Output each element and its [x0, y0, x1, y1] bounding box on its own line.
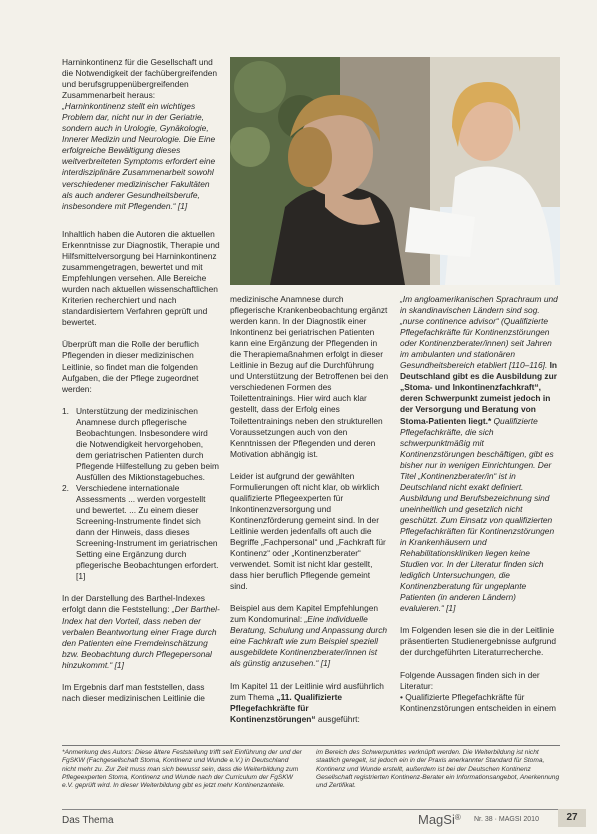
paragraph: Harninkontinenz für die Gesellschaft und die Notwendigkeit der fachübergreifenden und berufsgruppenübergreifenden Zusammenarbeit heraus: „Harninkontinenz stellt ein wichtiges Problem dar, nicht nur in der Geriatrie, sondern auch in Urologie, Gynäkologie, Innerer Medizin und Neurologie. Die Eine erfolgreiche Bewältigung dieses weitverbreiteten Symptoms erfordert eine interdisziplinäre Zusammenarbeit sowohl verschiedener medizinischer Fakultäten als auch anderer Gesundheitsberufe, insbesondere mit Pflegenden.“ [1]	[62, 57, 218, 211]
task-list	[62, 406, 220, 583]
footnote-divider	[62, 745, 560, 746]
column-middle	[230, 294, 390, 736]
page-footer	[0, 806, 597, 834]
footnote-left: *Anmerkung des Autors: Diese ältere Feststellung trifft seit Einführung der und der FgSKW (Fachgesellschaft Stoma, Kontinenz und Wunde e.V.) in Deutschland nicht mehr zu. Zur Zeit muss man sich bewusst sein, dass die Weiterbildung zum Pflegeexperten Stoma, Kontinenz und Wunde nach der Curriculum der FgSKW e.V. geprüft wird. In dieser Weiterbildung gibt es jetzt mehr Kontinenzanteile.	[62, 749, 302, 790]
section-label: Das Thema	[62, 815, 114, 826]
list-item: 1. Unterstützung der medizinischen Anamnese durch pflegerische Beobachtungen. Insbesondere wird die Notwendigkeit hervorgehoben, dem geriatrischen Patienten durch Pflegende Hilfestellung zu geben beim Ausfüllen des Miktionstagebuches.	[62, 405, 219, 482]
highlight: In Deutschland gibt es die Ausbildung zur „Stoma- und Inkontinenzfachkraft“, deren Schwerpunkt zumeist jedoch in der Versorgung und Beratung von Stoma-Patienten liegt.*	[400, 360, 558, 426]
paragraph: In der Darstellung des Barthel-Indexes erfolgt dann die Feststellung: „Der Barthel-Index hat den Vorteil, dass neben der verbalen Beantwortung einer Frage durch den Patienten eine Fremdeinschätzung bzw. Beobachtung durch Pflegepersonal hinzukommt.“ [1]	[62, 593, 220, 670]
paragraph: Folgende Aussagen finden sich in der Literatur:	[400, 669, 540, 691]
paragraph	[400, 294, 560, 614]
list-item: 2. Verschiedene internationale Assessments ... werden vorgestellt und bewertet. ... Zu einem dieser Screening-Instrumente findet sich dann der Hinweis, dass dieses Screening-Instrument im geriatrischen Setting eine Ergänzung durch pflegerische Beobachtungen erfordert. [1]	[62, 482, 219, 582]
chapter-title: „11. Qualifizierte Pflegefachkräfte für Kontinenzstörungen“	[230, 691, 343, 724]
page-number: 27	[558, 809, 586, 827]
quote: „Der Barthel-Index hat den Vorteil, dass neben der verbalen Beantwortung einer Frage durch den Patienten eine Fremdeinschätzung bzw. Beobachtung durch Pflegepersonal hinzukommt.“ [1]	[62, 604, 220, 670]
photo-nurse-and-patient	[230, 57, 560, 285]
column-right	[400, 294, 560, 714]
quote: „Eine individuelle Beratung, Schulung und Anpassung durch eine Fachkraft wie zum Beispiel speziell ausgebildete Kontinenzberater/innen ist als günstig anzusehen.“ [1]	[230, 614, 388, 669]
quote: Qualifizierte Pflegefachkräfte, die sich schwerpunktmäßig mit Kontinenzstörungen beschäftigen, gibt es bisher nur in wenigen Einrichtungen. Der Titel „Kontinenzberater/in“ ist in Deutschland nicht exakt definiert. Ausbildung und Berufsbezeichnung sind uneinheitlich und gesetzlich nicht geschützt. Zum Einsatz von qualifizierten Pflegefachkräften für Kontinenzstörungen in Krankenhäusern und Rehabilitationskliniken liegen keine Studien vor. In der Literatur finden sich lediglich Untersuchungen, die Kontinenzberatung für ungeplante Patienten (in anderen Ländern) evaluieren.“ [1]	[400, 415, 555, 614]
footnote-right: im Bereich des Schwerpunktes verknüpft werden. Die Weiterbildung ist nicht staatlich geregelt, ist jedoch ein in der Praxis anerkannter Standard für Stoma, Kontinenz und Wunde erstellt, außerdem ist bei der Deutschen Kontinenz Gesellschaft registrierten Kontinenz-Berater ein Informationsangebot, Anerkennung und Zertifikat.	[316, 749, 560, 790]
paragraph: medizinische Anamnese durch pflegerische Krankenbeobachtung ergänzt werden kann. In der Diagnostik einer Inkontinenz bei geriatrischen Patienten kann eine Ergänzung der Pflegenden in die Therapiemaßnahmen erfolgt in dieser Leitlinie in Bezug auf die Durchführung und Unterstützung der Betroffenen bei den verschiedenen Formen des Toilettentrainings. Hier wird auch klar gestellt, dass der Erfolg eines Toilettentrainings neben den strukturellen Voraussetzungen auch von den Kenntnissen der Pflegenden und deren Motivation abhängig ist.	[230, 294, 389, 459]
column-left-top	[62, 57, 220, 223]
paragraph: Im Kapitel 11 der Leitlinie wird ausführlich zum Thema „11. Qualifizierte Pflegefachkräfte für Kontinenzstörungen“ ausgeführt:	[230, 680, 384, 724]
footer-divider	[62, 809, 560, 810]
quote: „Harninkontinenz stellt ein wichtiges Problem dar, nicht nur in der Geriatrie, sondern auch in Urologie, Gynäkologie, Innerer Medizin und Neurologie. Die Eine erfolgreiche Bewältigung dieses weitverbreiteten Symptoms erfordert eine interdisziplinäre Zusammenarbeit sowohl verschiedener medizinischer Fakultäten als auch anderer Gesundheitsberufe, insbesondere mit Pflegenden.“ [1]	[62, 101, 216, 211]
paragraph: Im Folgenden lesen sie die in der Leitlinie präsentierten Studienergebnisse aufgrund der durchgeführten Literaturrecherche.	[400, 625, 556, 658]
paragraph: Inhaltlich haben die Autoren die aktuellen Erkenntnisse zur Diagnostik, Therapie und Hilfsmittelversorgung bei Harninkontinenz zusammengetragen, bewertet und mit Empfehlungen versehen. Alle Bereiche wurden nach aktuellen wissenschaftlichen Kriterien recherchiert und nach standardisiertem Verfahren geprüft und bewertet.	[62, 229, 220, 328]
issue-label: Nr. 38 · MAGSI 2010	[474, 816, 539, 823]
paragraph: Im Ergebnis darf man feststellen, dass nach dieser medizinischen Leitlinie die	[62, 681, 205, 703]
paragraph: Überprüft man die Rolle der beruflich Pflegenden in dieser medizinischen Leitlinie, so findet man die folgenden Aufgaben, die der Pflege zugeordnet werden:	[62, 339, 199, 394]
photo-illustration	[230, 57, 560, 285]
paragraph: Leider ist aufgrund der gewählten Formulierungen oft nicht klar, ob wirklich qualifizierte Pflegeexperten für Inkontinenzversorgung und Kontinenzförderung gemeint sind. In der Leitlinie werden jedenfalls oft auch die Begriffe „Fachpersonal“ und „Fachkraft für Kontinenz“ oder „Kontinenzberater“ verwendet. Somit ist nicht klar gestellt, dass hier beruflich Pflegende gemeint sind.	[230, 470, 386, 592]
bullet-item: • Qualifizierte Pflegefachkräfte für Kontinenzstörungen entscheiden in einem	[400, 691, 556, 713]
quote: „Im angloamerikanischen Sprachraum und in skandinavischen Ländern sind sog. „nurse continence advisor“ (Qualifizierte Pflegefachkräfte für Kontinenzstörungen oder Kontinenzberater/innen) seit Jahren im ambulanten und stationären Gesundheitsbereich etabliert [110–116].	[400, 294, 558, 371]
paragraph: Beispiel aus dem Kapitel Empfehlungen zum Kondomurinal: „Eine individuelle Beratung, Schulung und Anpassung durch eine Fachkraft wie zum Beispiel speziell ausgebildete Kontinenzberater/innen ist als günstig anzusehen.“ [1]	[230, 603, 388, 669]
column-left	[62, 229, 220, 704]
magazine-logo: MagSi®	[418, 812, 461, 827]
